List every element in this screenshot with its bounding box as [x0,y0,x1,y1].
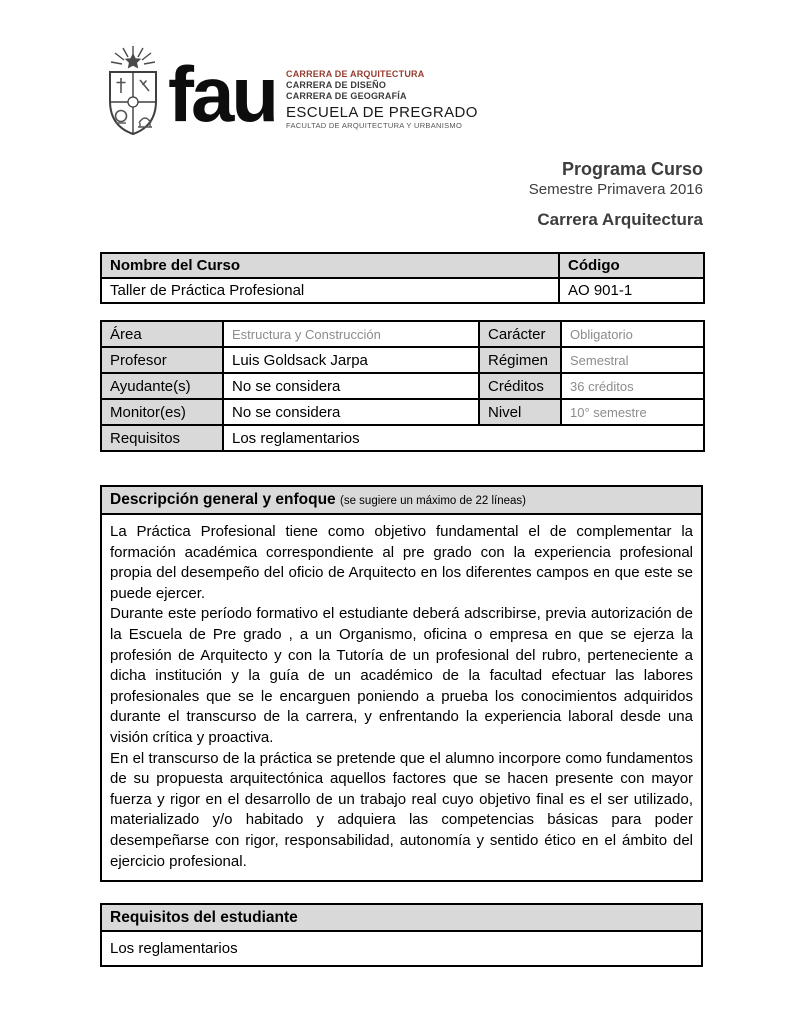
logo-career-architecture: CARRERA DE ARQUITECTURA [286,69,425,79]
ayudante-label: Ayudante(s) [101,373,223,399]
description-note: (se sugiere un máximo de 22 líneas) [340,495,527,507]
creditos-value: 36 créditos [561,373,704,399]
university-seal-icon [102,45,164,137]
course-details-table [100,320,705,452]
career-title: Carrera Arquitectura [537,210,703,229]
description-body [102,515,701,879]
profesor-label: Profesor [101,347,223,373]
description-section-header [102,487,701,515]
creditos-label: Créditos [479,373,561,399]
student-requirements-header: Requisitos del estudiante [102,905,701,932]
description-paragraph: En el transcurso de la práctica se pretende que el alumno incorpore como fundamentos de su propuesta arquitectónica aquellos factores que se hacen presente con mayor fuerza y rigor en el desarrollo de un trabajo real cuyo objetivo final es el ser utilizado, materializado y/o habitado y adquiera las competencias básicas para poder desempeñarse con rigor, responsabilidad, autonomía y sentido ético en el ámbito del ejercicio profesional. [110,749,693,870]
monitor-label: Monitor(es) [101,399,223,425]
table-row [101,399,704,425]
description-paragraph: Durante este período formativo el estudiante deberá adscribirse, previa autorización de la Escuela de Pre grado , a un Organismo, oficina o empresa en que se ejerza la profesión de Arquitecto y con la Tutoría de un profesional del rubro, perteneciente a dicha institución y la guía de un académico de la facultad efectuar las labores profesionales que se le encarguen poniendo a prueba los conocimientos adquiridos durante el transcurso de la carrera, y enfrentando la experiencia laboral desde una visión crítica y proactiva. [110,605,693,746]
logo-career-geography: CARRERA DE GEOGRAFÍA [286,91,407,101]
course-code-label: Código [559,253,704,278]
description-title: Descripción general y enfoque [110,491,336,508]
course-code-value: AO 901-1 [559,278,704,303]
table-row [101,425,704,451]
requisitos-label: Requisitos [101,425,223,451]
student-requirements-value: Los reglamentarios [110,940,238,957]
course-name-label: Nombre del Curso [101,253,559,278]
logo-text-block [286,69,478,130]
nivel-value: 10° semestre [561,399,704,425]
profesor-value: Luis Goldsack Jarpa [223,347,479,373]
course-name-value: Taller de Práctica Profesional [101,278,559,303]
student-requirements-section [100,903,703,967]
course-table-header-row [101,253,704,278]
course-name-table [100,252,705,304]
table-row [101,347,704,373]
course-table-value-row [101,278,704,303]
logo-school: ESCUELA DE PREGRADO [286,104,478,121]
monitor-value: No se considera [223,399,479,425]
fau-wordmark: fau [168,50,276,138]
table-row [101,321,704,347]
caracter-value: Obligatorio [561,321,704,347]
page-title: Programa Curso [561,159,703,179]
description-paragraph: La Práctica Profesional tiene como objetivo fundamental el de complementar la formación académica correspondiente al pre grado con la experiencia profesional propia del desempeño del oficio de Arquitecto en los diferentes campos en que este se puede ejercer. [110,523,693,602]
ayudante-value: No se considera [223,373,479,399]
area-value: Estructura y Construcción [223,321,479,347]
document-header [529,158,703,230]
nivel-label: Nivel [479,399,561,425]
table-row [101,373,704,399]
description-section [100,485,703,882]
area-label: Área [101,321,223,347]
regimen-value: Semestral [561,347,704,373]
requisitos-value: Los reglamentarios [223,425,704,451]
fau-logo [102,45,478,137]
caracter-label: Carácter [479,321,561,347]
logo-faculty: FACULTAD DE ARQUITECTURA Y URBANISMO [286,121,463,130]
semester-subtitle: Semestre Primavera 2016 [528,181,703,198]
logo-career-design: CARRERA DE DISEÑO [286,80,387,90]
regimen-label: Régimen [479,347,561,373]
